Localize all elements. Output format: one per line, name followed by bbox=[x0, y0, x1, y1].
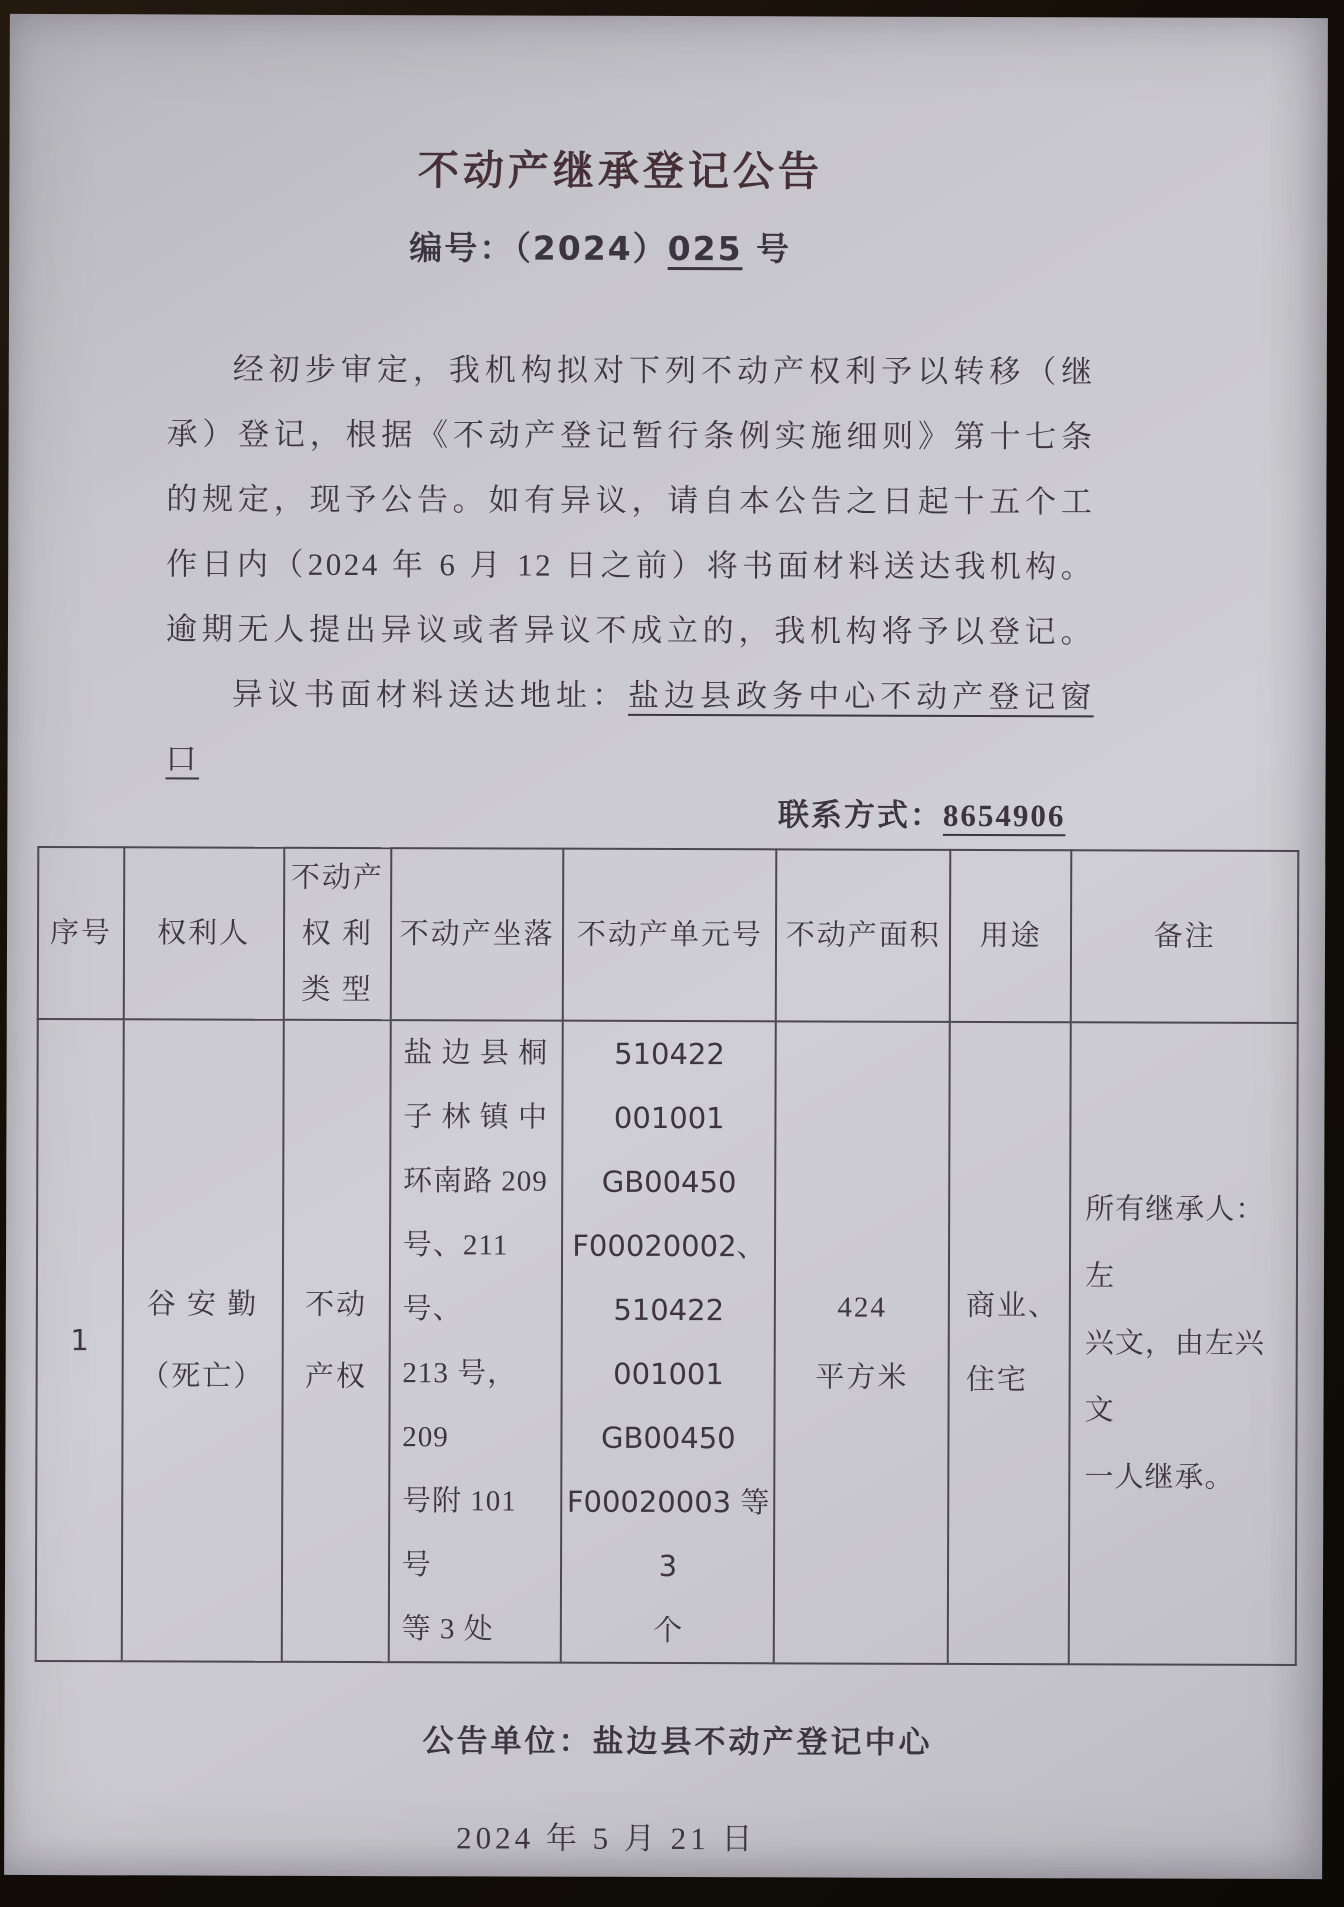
cell-right-type: 不动 产权 bbox=[281, 1020, 390, 1662]
document-title: 不动产继承登记公告 bbox=[417, 146, 824, 196]
header-location: 不动产坐落 bbox=[391, 848, 564, 1021]
announcement-body bbox=[165, 336, 1094, 794]
header-remark: 备注 bbox=[1071, 850, 1298, 1023]
body-line-2: 承）登记，根据《不动产登记暂行条例实施细则》第十七条 bbox=[166, 416, 1095, 455]
cell-usage: 商业、 住宅 bbox=[948, 1022, 1071, 1664]
document-number-suffix: 号 bbox=[742, 229, 792, 269]
header-area: 不动产面积 bbox=[776, 849, 950, 1022]
header-right-type: 不动产 权 利 类 型 bbox=[283, 848, 391, 1020]
contact-label: 联系方式： bbox=[777, 797, 943, 833]
body-line-7 bbox=[165, 726, 1093, 794]
header-usage: 用途 bbox=[950, 850, 1071, 1022]
cell-right-holder: 谷 安 勤 （死亡） bbox=[121, 1019, 283, 1661]
body-line-3: 的规定，现予公告。如有异议，请自本公告之日起十五个工 bbox=[166, 481, 1095, 520]
cell-location: 盐 边 县 桐 子 林 镇 中 环南路 209 号、211 号、 213 号，209 号附 101 号 等 3 处 bbox=[389, 1020, 564, 1663]
document-number-value: 025 bbox=[667, 229, 743, 269]
cell-area: 424 平方米 bbox=[774, 1021, 950, 1664]
body-line-1: 经初步审定，我机构拟对下列不动产权利予以转移（继 bbox=[232, 351, 1095, 390]
address-value-wrap: 口 bbox=[165, 741, 200, 777]
cell-remark: 所有继承人：左 兴文，由左兴文 一人继承。 bbox=[1069, 1022, 1298, 1665]
document-number bbox=[0, 221, 1259, 272]
document-paper bbox=[4, 14, 1328, 1879]
issuer-line: 公告单位：盐边县不动产登记中心 bbox=[422, 1723, 933, 1761]
address-label: 异议书面材料送达地址： bbox=[231, 676, 629, 713]
table-row bbox=[36, 1019, 1298, 1665]
document-number-prefix: 编号：（2024） bbox=[409, 228, 668, 269]
table-header-row bbox=[38, 847, 1299, 1023]
header-right-holder: 权利人 bbox=[123, 847, 284, 1020]
body-line-5: 逾期无人提出异议或者异议不成立的，我机构将予以登记。 bbox=[165, 611, 1095, 650]
body-line-4: 作日内（2024 年 6 月 12 日之前）将书面材料送达我机构。 bbox=[166, 546, 1095, 585]
cell-seq: 1 bbox=[36, 1019, 124, 1661]
property-table bbox=[35, 846, 1300, 1666]
contact-number: 8654906 bbox=[942, 797, 1066, 834]
header-unit-number: 不动产单元号 bbox=[563, 849, 776, 1022]
address-value: 盐边县政务中心不动产登记窗 bbox=[627, 677, 1094, 715]
body-line-6 bbox=[166, 661, 1094, 729]
header-seq: 序号 bbox=[38, 847, 124, 1019]
cell-unit-number: 510422 001001 GB00450 F00020002、 510422 001001 GB00450 F00020003 等 3 个 bbox=[561, 1021, 776, 1664]
date-line: 2024 年 5 月 21 日 bbox=[456, 1820, 757, 1857]
contact-line bbox=[165, 787, 1093, 835]
